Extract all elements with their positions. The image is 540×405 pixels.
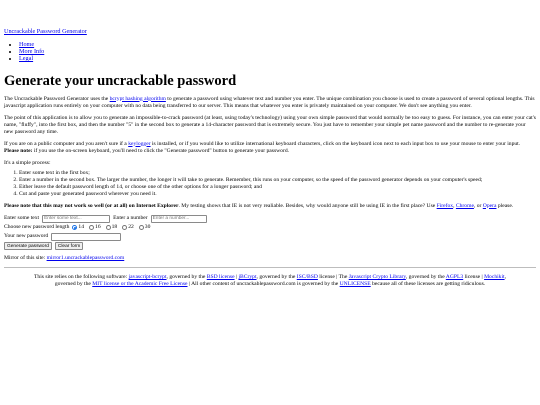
length-option-label: 14	[78, 224, 85, 231]
opera-link[interactable]: Opera	[482, 202, 497, 209]
footer-text: , governed by the	[405, 274, 446, 281]
length-option-label: 16	[95, 224, 101, 231]
public-text-pre: If you are on a public computer and you aren't sure if a	[4, 140, 129, 147]
length-option-16[interactable]	[89, 224, 101, 231]
point-paragraph: The point of this application is to allow you to generate an impossible-to-crack password (at least, using today's technology) using your own simple password that would normally be too easy to guess. For instance, you can enter your cat's name, "fluffy", into the first box, and then the number "5" in the second box to generate a 14-character password that is extremely secure. You just have to remember your simple pet name password and the number to re-generate your new password any time.	[4, 114, 536, 135]
length-option-14[interactable]	[72, 224, 84, 231]
length-option-label: 22	[128, 224, 134, 231]
length-option-label: 30	[144, 224, 151, 231]
result-label: Your new password	[4, 233, 49, 240]
mirror-label: Mirror of this site:	[4, 255, 47, 262]
step-item: 2. Enter a number in the second box. The larger the number, the longer it will take to generate. Remember, this runs on your computer, so the speed of the password generator depends on your computer's speed;	[19, 177, 536, 184]
footer-link-isc-bsd[interactable]: ISC/BSD	[296, 274, 318, 281]
result-field[interactable]	[51, 233, 121, 241]
length-option-label: 18	[111, 224, 118, 231]
step-item: 4. Cut and paste your generated password wherever you need it.	[19, 191, 536, 198]
mirror-link[interactable]: mirror1.uncrackablepassword.com	[46, 255, 125, 262]
radio-button[interactable]	[106, 225, 111, 230]
footer-link-javascript-crypto-library[interactable]: Javascript Crypto Library	[348, 274, 406, 281]
footer-link-jbcrypt[interactable]: jBCrypt	[238, 274, 257, 281]
footer-text: license |	[463, 274, 485, 281]
number-input[interactable]	[151, 215, 207, 223]
ie-note-bold: Please note that this may not work so well (or at all) on Internet Explorer	[4, 202, 179, 209]
footer-text: license | The	[317, 274, 349, 281]
footer-text: |	[234, 274, 239, 281]
intro-text-pre: The Uncrackable Password Generator uses the	[4, 95, 110, 102]
length-label: Choose new password length	[4, 224, 70, 231]
footer-link-javascript-bcrypt[interactable]: javascript-bcrypt	[128, 274, 167, 281]
ie-sep-1: ,	[453, 202, 456, 209]
input-row	[4, 215, 536, 223]
footer-text: , governed by the	[54, 274, 506, 288]
radio-button[interactable]	[122, 225, 127, 230]
length-option-22[interactable]	[122, 224, 134, 231]
nav-list	[4, 41, 536, 63]
footer-text: , governed by the	[166, 274, 207, 281]
ie-sep-2: , or	[473, 202, 483, 209]
firefox-link[interactable]: Firefox	[436, 202, 454, 209]
page-title: Generate your uncrackable password	[4, 72, 237, 89]
clear-button[interactable]: Clear form	[55, 242, 83, 250]
chrome-link[interactable]: Chrome	[455, 202, 474, 209]
nav-item-home	[19, 41, 536, 48]
keylogger-link[interactable]: keylogger	[128, 140, 151, 147]
step-item: 3. Either leave the default password length of 14, or choose one of the other options for a longer password; and	[19, 184, 536, 191]
footer-divider	[4, 267, 536, 268]
footer-text: | All other content of uncrackablepassword.com is governed by the	[187, 281, 340, 288]
bcrypt-link[interactable]: bcrypt hashing algorithm	[109, 95, 166, 102]
password-form	[4, 215, 536, 251]
length-option-30[interactable]	[139, 224, 151, 231]
nav-link-home[interactable]: Home	[19, 41, 35, 48]
text-input[interactable]	[42, 215, 110, 223]
mirror-line	[4, 255, 536, 262]
public-note-bold: Please note:	[4, 147, 33, 154]
footer-link-unlicense[interactable]: UNLICENSE	[339, 281, 371, 288]
radio-button[interactable]	[72, 225, 77, 230]
nav-item-legal	[19, 55, 536, 62]
intro-text-post: to generate a password using whatever text and number you enter. The unique combination you choose is used to create a password of several optional lengths. This javascript application runs entirely on your computer with no data being transferred to our server. This means that whatever you enter is privately maintained on your computer. We don't see anything you enter.	[4, 95, 535, 109]
result-row	[4, 233, 536, 241]
step-item: 1. Enter some text in the first box;	[19, 170, 536, 177]
footer-link-mit-license[interactable]: MIT license or the Academic Free License	[92, 281, 188, 288]
length-row	[4, 224, 536, 231]
ie-note-end: please.	[496, 202, 514, 209]
intro-paragraph	[4, 96, 536, 110]
radio-button[interactable]	[139, 225, 144, 230]
button-row	[4, 242, 536, 250]
text-input-label: Enter some text	[4, 215, 40, 222]
footer	[4, 274, 536, 288]
radio-button[interactable]	[89, 225, 94, 230]
steps-list	[4, 170, 536, 198]
site-title-link[interactable]: Uncrackable Password Generator	[4, 28, 87, 35]
nav-item-more-info	[19, 48, 536, 55]
footer-text: , governed by the	[256, 274, 297, 281]
footer-link-bsd-license[interactable]: BSD license	[206, 274, 235, 281]
footer-text: because all of these licenses are getting ridiculous.	[370, 281, 486, 288]
nav-link-more-info[interactable]: More Info	[19, 48, 45, 56]
number-input-label: Enter a number	[113, 215, 148, 222]
public-text-mid: is installed, or if you would like to utilize international keyboard characters, click on the keyboard icon next to each input box to use your mouse to enter your input.	[150, 140, 521, 147]
nav-link-legal[interactable]: Legal	[19, 55, 34, 63]
process-intro: It's a simple process:	[4, 159, 51, 166]
footer-link-mochikit[interactable]: Mochikit	[484, 274, 505, 281]
generate-button[interactable]: Generate password	[4, 242, 52, 250]
footer-link-agpl3[interactable]: AGPL3	[445, 274, 464, 281]
ie-note-paragraph	[4, 203, 536, 210]
public-text-post: if you use the on-screen keyboard, you'll need to click the "Generate password" button to generate your password.	[32, 147, 290, 154]
ie-note-text: . My testing shows that IE is not very realiable. Besides, why would anyone still be using IE in the first place? Use	[178, 202, 437, 209]
footer-text: This site relies on the following software:	[34, 274, 129, 281]
public-computer-paragraph	[4, 141, 536, 155]
length-option-18[interactable]	[106, 224, 118, 231]
